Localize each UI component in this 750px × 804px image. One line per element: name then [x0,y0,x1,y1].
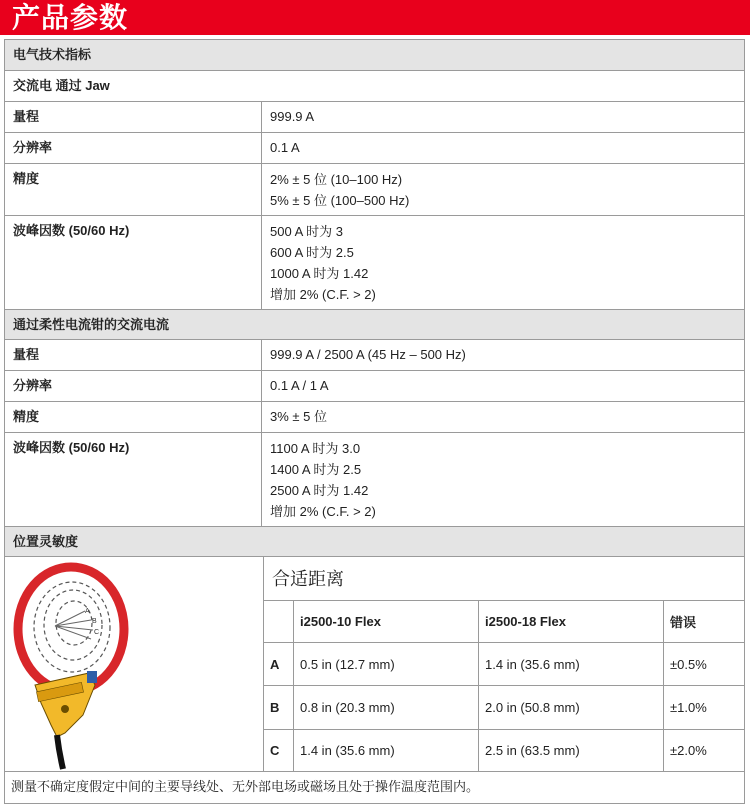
spec-value: 500 A 时为 3 600 A 时为 2.5 1000 A 时为 1.42 增加 2% (C.F. > 2) [270,224,376,302]
spec-row [5,401,744,432]
fit-table [264,600,744,772]
spec-row [5,101,744,132]
section-header-jaw [5,70,744,101]
flex-probe-diagram [5,557,264,772]
fit-row-key: C [264,729,294,772]
footer-note: 测量不确定度假定中间的主要导线处、无外部电场或磁场且处于操作温度范围内。 [11,779,480,794]
fit-cell: ±0.5% [664,643,745,686]
fit-header-cell [264,601,294,643]
spec-row [5,163,744,215]
spec-label: 精度 [5,402,262,432]
fit-cell: 0.5 in (12.7 mm) [294,643,479,686]
fit-cell: 1.4 in (35.6 mm) [294,729,479,772]
section-title: 电气技术指标 [13,47,92,62]
spec-value: 0.1 A [270,140,300,155]
fit-cell: ±1.0% [664,686,745,729]
spec-value: 999.9 A / 2500 A (45 Hz – 500 Hz) [270,347,466,362]
fit-row-key: B [264,686,294,729]
section-header-flex [5,309,744,339]
probe-cable [57,735,63,769]
spec-row [5,432,744,526]
fit-header-row [264,601,744,643]
spec-label: 精度 [5,164,262,215]
fit-header-cell: i2500-18 Flex [479,601,664,643]
section-title: 通过柔性电流钳的交流电流 [13,317,170,332]
fit-row-key: A [264,643,294,686]
footer-note-row [5,771,744,803]
spec-row [5,339,744,370]
spec-row [5,215,744,309]
fit-row [264,643,744,686]
spec-value: 1100 A 时为 3.0 1400 A 时为 2.5 2500 A 时为 1.42 增加 2% (C.F. > 2) [270,441,376,519]
spec-row [5,370,744,401]
fit-cell: 0.8 in (20.3 mm) [294,686,479,729]
diagram-label-b: B [92,618,97,625]
position-sensitivity [5,556,744,771]
spec-label: 量程 [5,340,262,370]
fit-cell: 2.5 in (63.5 mm) [479,729,664,772]
spec-value: 2% ± 5 位 (10–100 Hz) 5% ± 5 位 (100–500 Hz) [270,172,410,208]
probe-coupling [87,671,97,683]
spec-label: 波峰因数 (50/60 Hz) [5,216,262,309]
fit-cell: 2.0 in (50.8 mm) [479,686,664,729]
fit-header-cell: 错误 [664,601,745,643]
spec-value: 0.1 A / 1 A [270,378,329,393]
section-header-position [5,526,744,556]
probe-button [61,705,69,713]
section-header-electrical [5,40,744,70]
spec-table [4,39,745,804]
distance-circle-outer [34,582,110,672]
diagram-label-c: C [94,629,100,636]
fit-title: 合适距离 [272,569,344,589]
banner [0,0,750,35]
fit-row [264,729,744,772]
spec-label: 量程 [5,102,262,132]
fit-cell: ±2.0% [664,729,745,772]
fit-header-cell: i2500-10 Flex [294,601,479,643]
spec-value: 999.9 A [270,109,315,124]
fit-row [264,686,744,729]
fit-distance-panel [264,557,744,772]
section-title: 交流电 通过 Jaw [13,78,110,93]
spec-value: 3% ± 5 位 [270,409,327,424]
flex-probe-illustration [5,557,263,772]
section-title: 位置灵敏度 [13,534,79,549]
banner-title: 产品参数 [12,2,129,33]
spec-row [5,132,744,163]
spec-label: 分辨率 [5,133,262,163]
fit-cell: 1.4 in (35.6 mm) [479,643,664,686]
spec-label: 分辨率 [5,371,262,401]
spec-label: 波峰因数 (50/60 Hz) [5,433,262,526]
diagram-label-a: A [85,608,90,615]
